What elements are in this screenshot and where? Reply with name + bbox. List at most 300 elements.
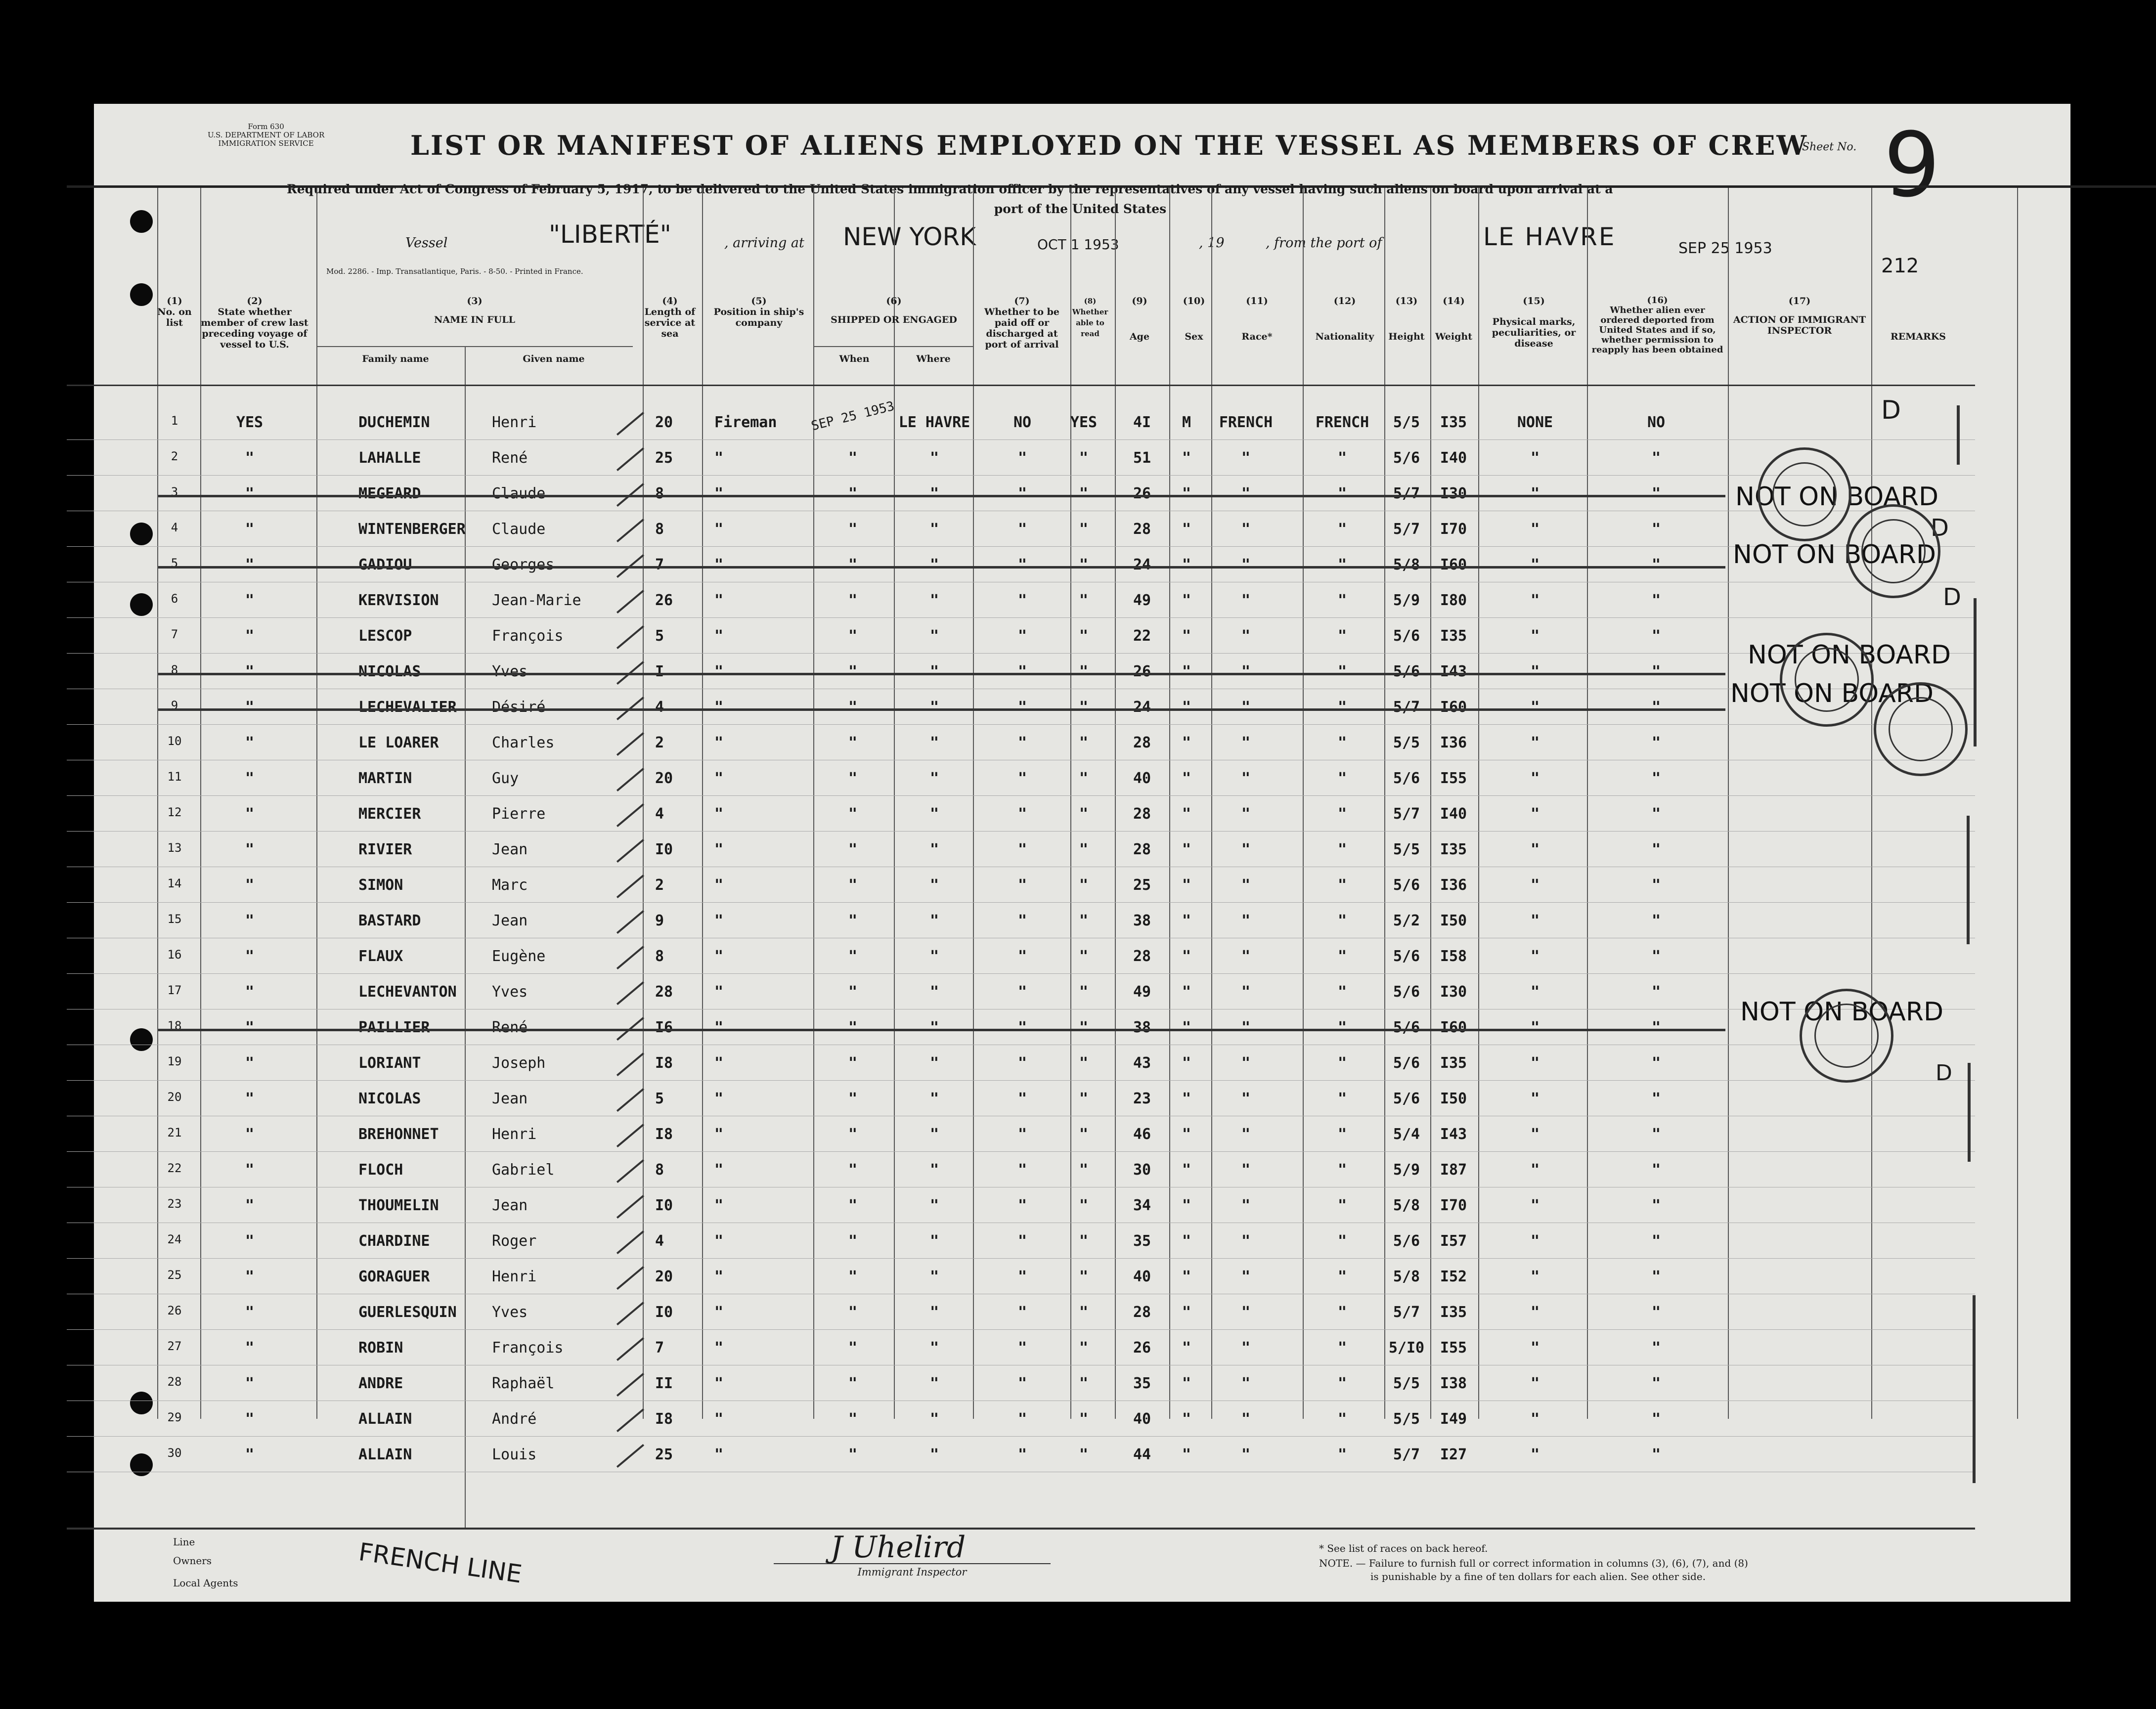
ditto-mark: "	[1182, 734, 1191, 751]
ditto-mark: "	[1079, 983, 1089, 1001]
strike-line	[158, 1029, 1725, 1031]
cell-height: 5/6	[1393, 1090, 1420, 1107]
ditto-mark: "	[1651, 1304, 1661, 1321]
ditto-mark: "	[1017, 805, 1027, 823]
ditto-mark: "	[714, 1019, 724, 1036]
cell-weight: I52	[1440, 1268, 1467, 1285]
ditto-mark: "	[1017, 1090, 1027, 1107]
cell-height: 5/6	[1393, 1232, 1420, 1250]
row-rule	[67, 1258, 1975, 1259]
cell-family: GUERLESQUIN	[358, 1304, 457, 1321]
ditto-mark: "	[714, 1126, 724, 1143]
ditto-mark: "	[1337, 592, 1347, 609]
ditto-mark: "	[1079, 1268, 1089, 1285]
cell-given: François	[492, 1339, 564, 1357]
ditto-mark: "	[714, 770, 724, 787]
ditto-mark: "	[1530, 1090, 1540, 1107]
ditto-mark: "	[1651, 841, 1661, 858]
cell-service: 9	[655, 912, 664, 929]
ditto-mark: "	[1530, 841, 1540, 858]
ditto-mark: "	[1017, 521, 1027, 538]
ditto-mark: "	[1651, 1339, 1661, 1357]
ditto-mark: "	[1651, 1410, 1661, 1428]
ditto-mark: "	[1079, 841, 1089, 858]
cell-n: 6	[171, 592, 178, 606]
ditto-mark: "	[929, 1126, 939, 1143]
ditto-mark: "	[1182, 876, 1191, 894]
cell-given: Jean-Marie	[492, 592, 581, 609]
cell-service: 2	[655, 876, 664, 894]
ditto-mark: "	[1651, 876, 1661, 894]
remark-mark: D	[1931, 514, 1949, 542]
ditto-mark: "	[1651, 805, 1661, 823]
cell-height: 5/2	[1393, 912, 1420, 929]
cell-weight: I35	[1440, 627, 1467, 645]
cell-service: I6	[655, 1019, 673, 1036]
ditto-mark: "	[1241, 1161, 1251, 1179]
cell-family: BASTARD	[358, 912, 421, 929]
cell-height: 5/4	[1393, 1126, 1420, 1143]
cell-service: I0	[655, 1197, 673, 1214]
cell-age: 26	[1133, 663, 1151, 680]
cell-family: LESCOP	[358, 627, 412, 645]
ditto-mark: "	[1337, 1339, 1347, 1357]
ditto-mark: "	[1241, 485, 1251, 502]
cell-given: André	[492, 1410, 537, 1428]
ditto-mark: "	[848, 805, 858, 823]
cell-height: 5/7	[1393, 1446, 1420, 1463]
cell-n: 22	[167, 1161, 182, 1175]
cell-age: 4I	[1133, 414, 1151, 431]
cell-family: ALLAIN	[358, 1446, 412, 1463]
ditto-mark: "	[1017, 449, 1027, 467]
ditto-mark: "	[1241, 876, 1251, 894]
ditto-mark: "	[1337, 1446, 1347, 1463]
column-rule	[1728, 188, 1729, 1419]
cell-given: Eugène	[492, 948, 546, 965]
ditto-mark: "	[1530, 734, 1540, 751]
cell-read: YES	[1070, 414, 1098, 431]
cell-given: Désiré	[492, 699, 546, 716]
ditto-mark: "	[1530, 983, 1540, 1001]
ditto-mark: "	[848, 770, 858, 787]
cell-deported: NO	[1647, 414, 1666, 431]
ditto-mark: "	[245, 1054, 255, 1072]
cell-height: 5/9	[1393, 592, 1420, 609]
ditto-mark: "	[929, 734, 939, 751]
ditto-mark: "	[848, 1126, 858, 1143]
ditto-mark: "	[1241, 1090, 1251, 1107]
ditto-mark: "	[1182, 1410, 1191, 1428]
ditto-mark: "	[714, 1339, 724, 1357]
cell-age: 25	[1133, 876, 1151, 894]
ditto-mark: "	[1079, 1126, 1089, 1143]
cell-age: 38	[1133, 1019, 1151, 1036]
ditto-mark: "	[245, 1090, 255, 1107]
ditto-mark: "	[1651, 663, 1661, 680]
ditto-mark: "	[1017, 485, 1027, 502]
column-rule	[973, 188, 974, 1419]
cell-given: Yves	[492, 983, 528, 1001]
ditto-mark: "	[1079, 1339, 1089, 1357]
ditto-mark: "	[848, 1161, 858, 1179]
remark-mark: D	[1881, 395, 1901, 425]
sheet-number: 9	[1884, 114, 1940, 217]
ditto-mark: "	[1241, 663, 1251, 680]
ditto-mark: "	[1241, 983, 1251, 1001]
cell-given: Raphaël	[492, 1375, 555, 1392]
arriving-label: , arriving at	[724, 235, 804, 251]
ditto-mark: "	[714, 1232, 724, 1250]
ditto-mark: "	[1651, 556, 1661, 573]
cell-height: 5/6	[1393, 449, 1420, 467]
table-top-rule	[67, 185, 2156, 188]
cell-age: 28	[1133, 948, 1151, 965]
cell-n: 17	[167, 983, 182, 997]
column-rule	[702, 188, 703, 1419]
column-rule	[1211, 188, 1212, 1419]
cell-weight: I60	[1440, 556, 1467, 573]
ditto-mark: "	[1530, 1410, 1540, 1428]
ditto-mark: "	[1530, 1232, 1540, 1250]
cell-n: 7	[171, 627, 178, 641]
cell-height: 5/5	[1393, 841, 1420, 858]
cell-n: 25	[167, 1268, 182, 1282]
cell-service: 2	[655, 734, 664, 751]
cell-n: 23	[167, 1197, 182, 1211]
cell-weight: I40	[1440, 449, 1467, 467]
line-label: Line	[173, 1536, 195, 1548]
ditto-mark: "	[1079, 1410, 1089, 1428]
row-rule	[67, 653, 1975, 654]
ditto-mark: "	[1241, 627, 1251, 645]
ditto-mark: "	[1530, 876, 1540, 894]
ditto-mark: "	[1017, 948, 1027, 965]
cell-n: 13	[167, 841, 182, 855]
ditto-mark: "	[1651, 1126, 1661, 1143]
ditto-mark: "	[1337, 1126, 1347, 1143]
ditto-mark: "	[245, 1339, 255, 1357]
cell-age: 28	[1133, 521, 1151, 538]
ditto-mark: "	[1530, 663, 1540, 680]
cell-age: 28	[1133, 805, 1151, 823]
cell-height: 5/6	[1393, 627, 1420, 645]
ditto-mark: "	[1079, 876, 1089, 894]
ditto-mark: "	[1651, 1090, 1661, 1107]
ditto-mark: "	[1079, 449, 1089, 467]
ditto-mark: "	[245, 770, 255, 787]
cell-weight: I30	[1440, 983, 1467, 1001]
cell-weight: I40	[1440, 805, 1467, 823]
ditto-mark: "	[1337, 983, 1347, 1001]
cell-n: 5	[171, 556, 178, 570]
ditto-mark: "	[848, 556, 858, 573]
ditto-mark: "	[1182, 1304, 1191, 1321]
ditto-mark: "	[1337, 1054, 1347, 1072]
ditto-mark: "	[245, 699, 255, 716]
ditto-mark: "	[1017, 1268, 1027, 1285]
ditto-mark: "	[1079, 770, 1089, 787]
ditto-mark: "	[848, 734, 858, 751]
cell-given: Louis	[492, 1446, 537, 1463]
cell-family: DUCHEMIN	[358, 414, 430, 431]
ditto-mark: "	[1337, 841, 1347, 858]
ditto-mark: "	[1182, 805, 1191, 823]
ditto-mark: "	[1337, 485, 1347, 502]
ditto-mark: "	[714, 1268, 724, 1285]
ditto-mark: "	[848, 983, 858, 1001]
ditto-mark: "	[1241, 734, 1251, 751]
from-label: , from the port of	[1266, 235, 1382, 251]
ditto-mark: "	[848, 1019, 858, 1036]
ditto-mark: "	[1651, 1054, 1661, 1072]
ditto-mark: "	[1182, 1197, 1191, 1214]
cell-family: NICOLAS	[358, 663, 421, 680]
cell-service: 28	[655, 983, 673, 1001]
column-rule	[1303, 188, 1304, 1419]
ditto-mark: "	[1651, 627, 1661, 645]
punch-hole	[130, 1453, 153, 1476]
ditto-mark: "	[714, 1054, 724, 1072]
ditto-mark: "	[1337, 1410, 1347, 1428]
ditto-mark: "	[714, 1197, 724, 1214]
ditto-mark: "	[1241, 841, 1251, 858]
ditto-mark: "	[1182, 1375, 1191, 1392]
cell-service: 5	[655, 627, 664, 645]
cell-age: 26	[1133, 485, 1151, 502]
ditto-mark: "	[1651, 948, 1661, 965]
ditto-mark: "	[1530, 485, 1540, 502]
ditto-mark: "	[929, 1054, 939, 1072]
ditto-mark: "	[1530, 1054, 1540, 1072]
cell-age: 35	[1133, 1375, 1151, 1392]
not-on-board-stamp: NOT ON BOARD	[1730, 679, 1934, 708]
cell-n: 21	[167, 1126, 182, 1139]
cell-height: 5/6	[1393, 770, 1420, 787]
ditto-mark: "	[245, 1019, 255, 1036]
ditto-mark: "	[929, 485, 939, 502]
cell-age: 35	[1133, 1232, 1151, 1250]
ditto-mark: "	[1017, 1126, 1027, 1143]
cell-family: BREHONNET	[358, 1126, 439, 1143]
cell-weight: I55	[1440, 1339, 1467, 1357]
ditto-mark: "	[714, 663, 724, 680]
punch-hole	[130, 1028, 153, 1051]
cell-given: Yves	[492, 663, 528, 680]
ditto-mark: "	[929, 770, 939, 787]
cell-height: 5/7	[1393, 805, 1420, 823]
cell-family: LECHEVALIER	[358, 699, 457, 716]
cell-weight: I35	[1440, 414, 1467, 431]
cell-service: I	[655, 663, 664, 680]
ditto-mark: "	[714, 521, 724, 538]
cell-given: René	[492, 449, 528, 467]
ditto-mark: "	[1651, 592, 1661, 609]
column-rule	[1430, 188, 1431, 1419]
cell-position: Fireman	[714, 414, 777, 431]
cell-n: 28	[167, 1375, 182, 1389]
ditto-mark: "	[1182, 770, 1191, 787]
ditto-mark: "	[714, 699, 724, 716]
ditto-mark: "	[1079, 699, 1089, 716]
inspection-seal-stamp	[1800, 989, 1893, 1083]
agents-label: Local Agents	[173, 1577, 238, 1589]
cell-service: 5	[655, 1090, 664, 1107]
ditto-mark: "	[1651, 485, 1661, 502]
cell-weight: I35	[1440, 1054, 1467, 1072]
cell-height: 5/6	[1393, 948, 1420, 965]
cell-family: MARTIN	[358, 770, 412, 787]
ditto-mark: "	[1182, 699, 1191, 716]
ditto-mark: "	[1337, 1197, 1347, 1214]
inspection-seal-stamp	[1847, 504, 1940, 598]
cell-service: 4	[655, 1232, 664, 1250]
ditto-mark: "	[245, 734, 255, 751]
cell-weight: I36	[1440, 876, 1467, 894]
ditto-mark: "	[1337, 1375, 1347, 1392]
not-on-board-stamp: NOT ON BOARD	[1748, 640, 1951, 670]
ditto-mark: "	[245, 1410, 255, 1428]
cell-service: 25	[655, 1446, 673, 1463]
ditto-mark: "	[1241, 556, 1251, 573]
ditto-mark: "	[1337, 663, 1347, 680]
cell-family: CHARDINE	[358, 1232, 430, 1250]
cell-n: 27	[167, 1339, 182, 1353]
note-penalty-cont: is punishable by a fine of ten dollars for each alien. See other side.	[1370, 1571, 1706, 1582]
ditto-mark: "	[1651, 521, 1661, 538]
cell-age: 46	[1133, 1126, 1151, 1143]
ditto-mark: "	[1182, 912, 1191, 929]
cell-weight: I35	[1440, 1304, 1467, 1321]
ditto-mark: "	[1079, 1161, 1089, 1179]
ditto-mark: "	[1651, 699, 1661, 716]
ditto-mark: "	[1182, 983, 1191, 1001]
ditto-mark: "	[1241, 449, 1251, 467]
cell-height: 5/7	[1393, 1304, 1420, 1321]
vessel-label: Vessel	[405, 235, 448, 251]
ditto-mark: "	[1241, 1232, 1251, 1250]
ditto-mark: "	[1337, 556, 1347, 573]
ditto-mark: "	[1241, 592, 1251, 609]
ditto-mark: "	[929, 1304, 939, 1321]
column-rule	[1169, 188, 1170, 1419]
ditto-mark: "	[1079, 1304, 1089, 1321]
ditto-mark: "	[1530, 1268, 1540, 1285]
ditto-mark: "	[1530, 449, 1540, 467]
cell-n: 19	[167, 1054, 182, 1068]
ditto-mark: "	[1017, 663, 1027, 680]
ditto-mark: "	[1182, 521, 1191, 538]
ditto-mark: "	[1241, 805, 1251, 823]
ditto-mark: "	[1530, 1446, 1540, 1463]
cell-given: Charles	[492, 734, 555, 751]
ditto-mark: "	[848, 699, 858, 716]
cell-age: 23	[1133, 1090, 1151, 1107]
inspection-seal-stamp	[1758, 447, 1851, 541]
cell-given: Henri	[492, 1268, 537, 1285]
cell-age: 43	[1133, 1054, 1151, 1072]
cell-n: 16	[167, 948, 182, 962]
ditto-mark: "	[848, 912, 858, 929]
row-rule	[67, 831, 1975, 832]
cell-family: KERVISION	[358, 592, 439, 609]
ditto-mark: "	[1182, 1339, 1191, 1357]
cell-age: 28	[1133, 841, 1151, 858]
ditto-mark: "	[929, 1232, 939, 1250]
ditto-mark: "	[848, 1054, 858, 1072]
ditto-mark: "	[1079, 1446, 1089, 1463]
cell-nationality: FRENCH	[1315, 414, 1369, 431]
ditto-mark: "	[1337, 805, 1347, 823]
ditto-mark: "	[714, 485, 724, 502]
ditto-mark: "	[1337, 449, 1347, 467]
ditto-mark: "	[245, 1232, 255, 1250]
cell-weight: I60	[1440, 1019, 1467, 1036]
cell-weight: I35	[1440, 841, 1467, 858]
cell-weight: I70	[1440, 1197, 1467, 1214]
ditto-mark: "	[929, 521, 939, 538]
cell-family: RIVIER	[358, 841, 412, 858]
cell-height: 5/8	[1393, 1268, 1420, 1285]
ditto-mark: "	[1182, 1126, 1191, 1143]
cell-n: 4	[171, 521, 178, 534]
ditto-mark: "	[245, 912, 255, 929]
ditto-mark: "	[1337, 1304, 1347, 1321]
cell-age: 40	[1133, 1410, 1151, 1428]
ditto-mark: "	[1241, 1126, 1251, 1143]
ditto-mark: "	[1337, 1268, 1347, 1285]
ditto-mark: "	[1017, 627, 1027, 645]
cell-given: René	[492, 1019, 528, 1036]
ditto-mark: "	[1651, 1161, 1661, 1179]
cell-height: 5/5	[1393, 414, 1420, 431]
ditto-mark: "	[1017, 1375, 1027, 1392]
cell-given: Gabriel	[492, 1161, 555, 1179]
ditto-mark: "	[1017, 1446, 1027, 1463]
row-rule	[67, 1080, 1975, 1081]
cell-given: Claude	[492, 485, 546, 502]
row-rule	[67, 1151, 1975, 1152]
ditto-mark: "	[714, 805, 724, 823]
row-rule	[67, 795, 1975, 796]
ditto-mark: "	[714, 841, 724, 858]
punch-hole	[130, 283, 153, 306]
ditto-mark: "	[245, 1197, 255, 1214]
ditto-mark: "	[1017, 1232, 1027, 1250]
cell-given: Jean	[492, 841, 528, 858]
ditto-mark: "	[1530, 627, 1540, 645]
ditto-mark: "	[1651, 1197, 1661, 1214]
column-rule	[1871, 188, 1872, 1419]
ditto-mark: "	[1182, 1019, 1191, 1036]
cell-weight: I57	[1440, 1232, 1467, 1250]
remark-line	[1974, 598, 1977, 746]
cell-n: 24	[167, 1232, 182, 1246]
cell-family: LAHALLE	[358, 449, 421, 467]
ditto-mark: "	[1530, 1197, 1540, 1214]
ditto-mark: "	[1079, 521, 1089, 538]
strike-line	[158, 708, 1725, 711]
row-rule	[67, 902, 1975, 903]
ditto-mark: "	[1241, 1375, 1251, 1392]
cell-given: Jean	[492, 1197, 528, 1214]
departure-date: SEP 25 1953	[1678, 240, 1772, 257]
cell-age: 34	[1133, 1197, 1151, 1214]
ditto-mark: "	[1079, 1232, 1089, 1250]
cell-weight: I58	[1440, 948, 1467, 965]
page-title: LIST OR MANIFEST OF ALIENS EMPLOYED ON THE VESSEL AS MEMBERS OF CREW	[410, 130, 1808, 161]
cell-weight: I87	[1440, 1161, 1467, 1179]
